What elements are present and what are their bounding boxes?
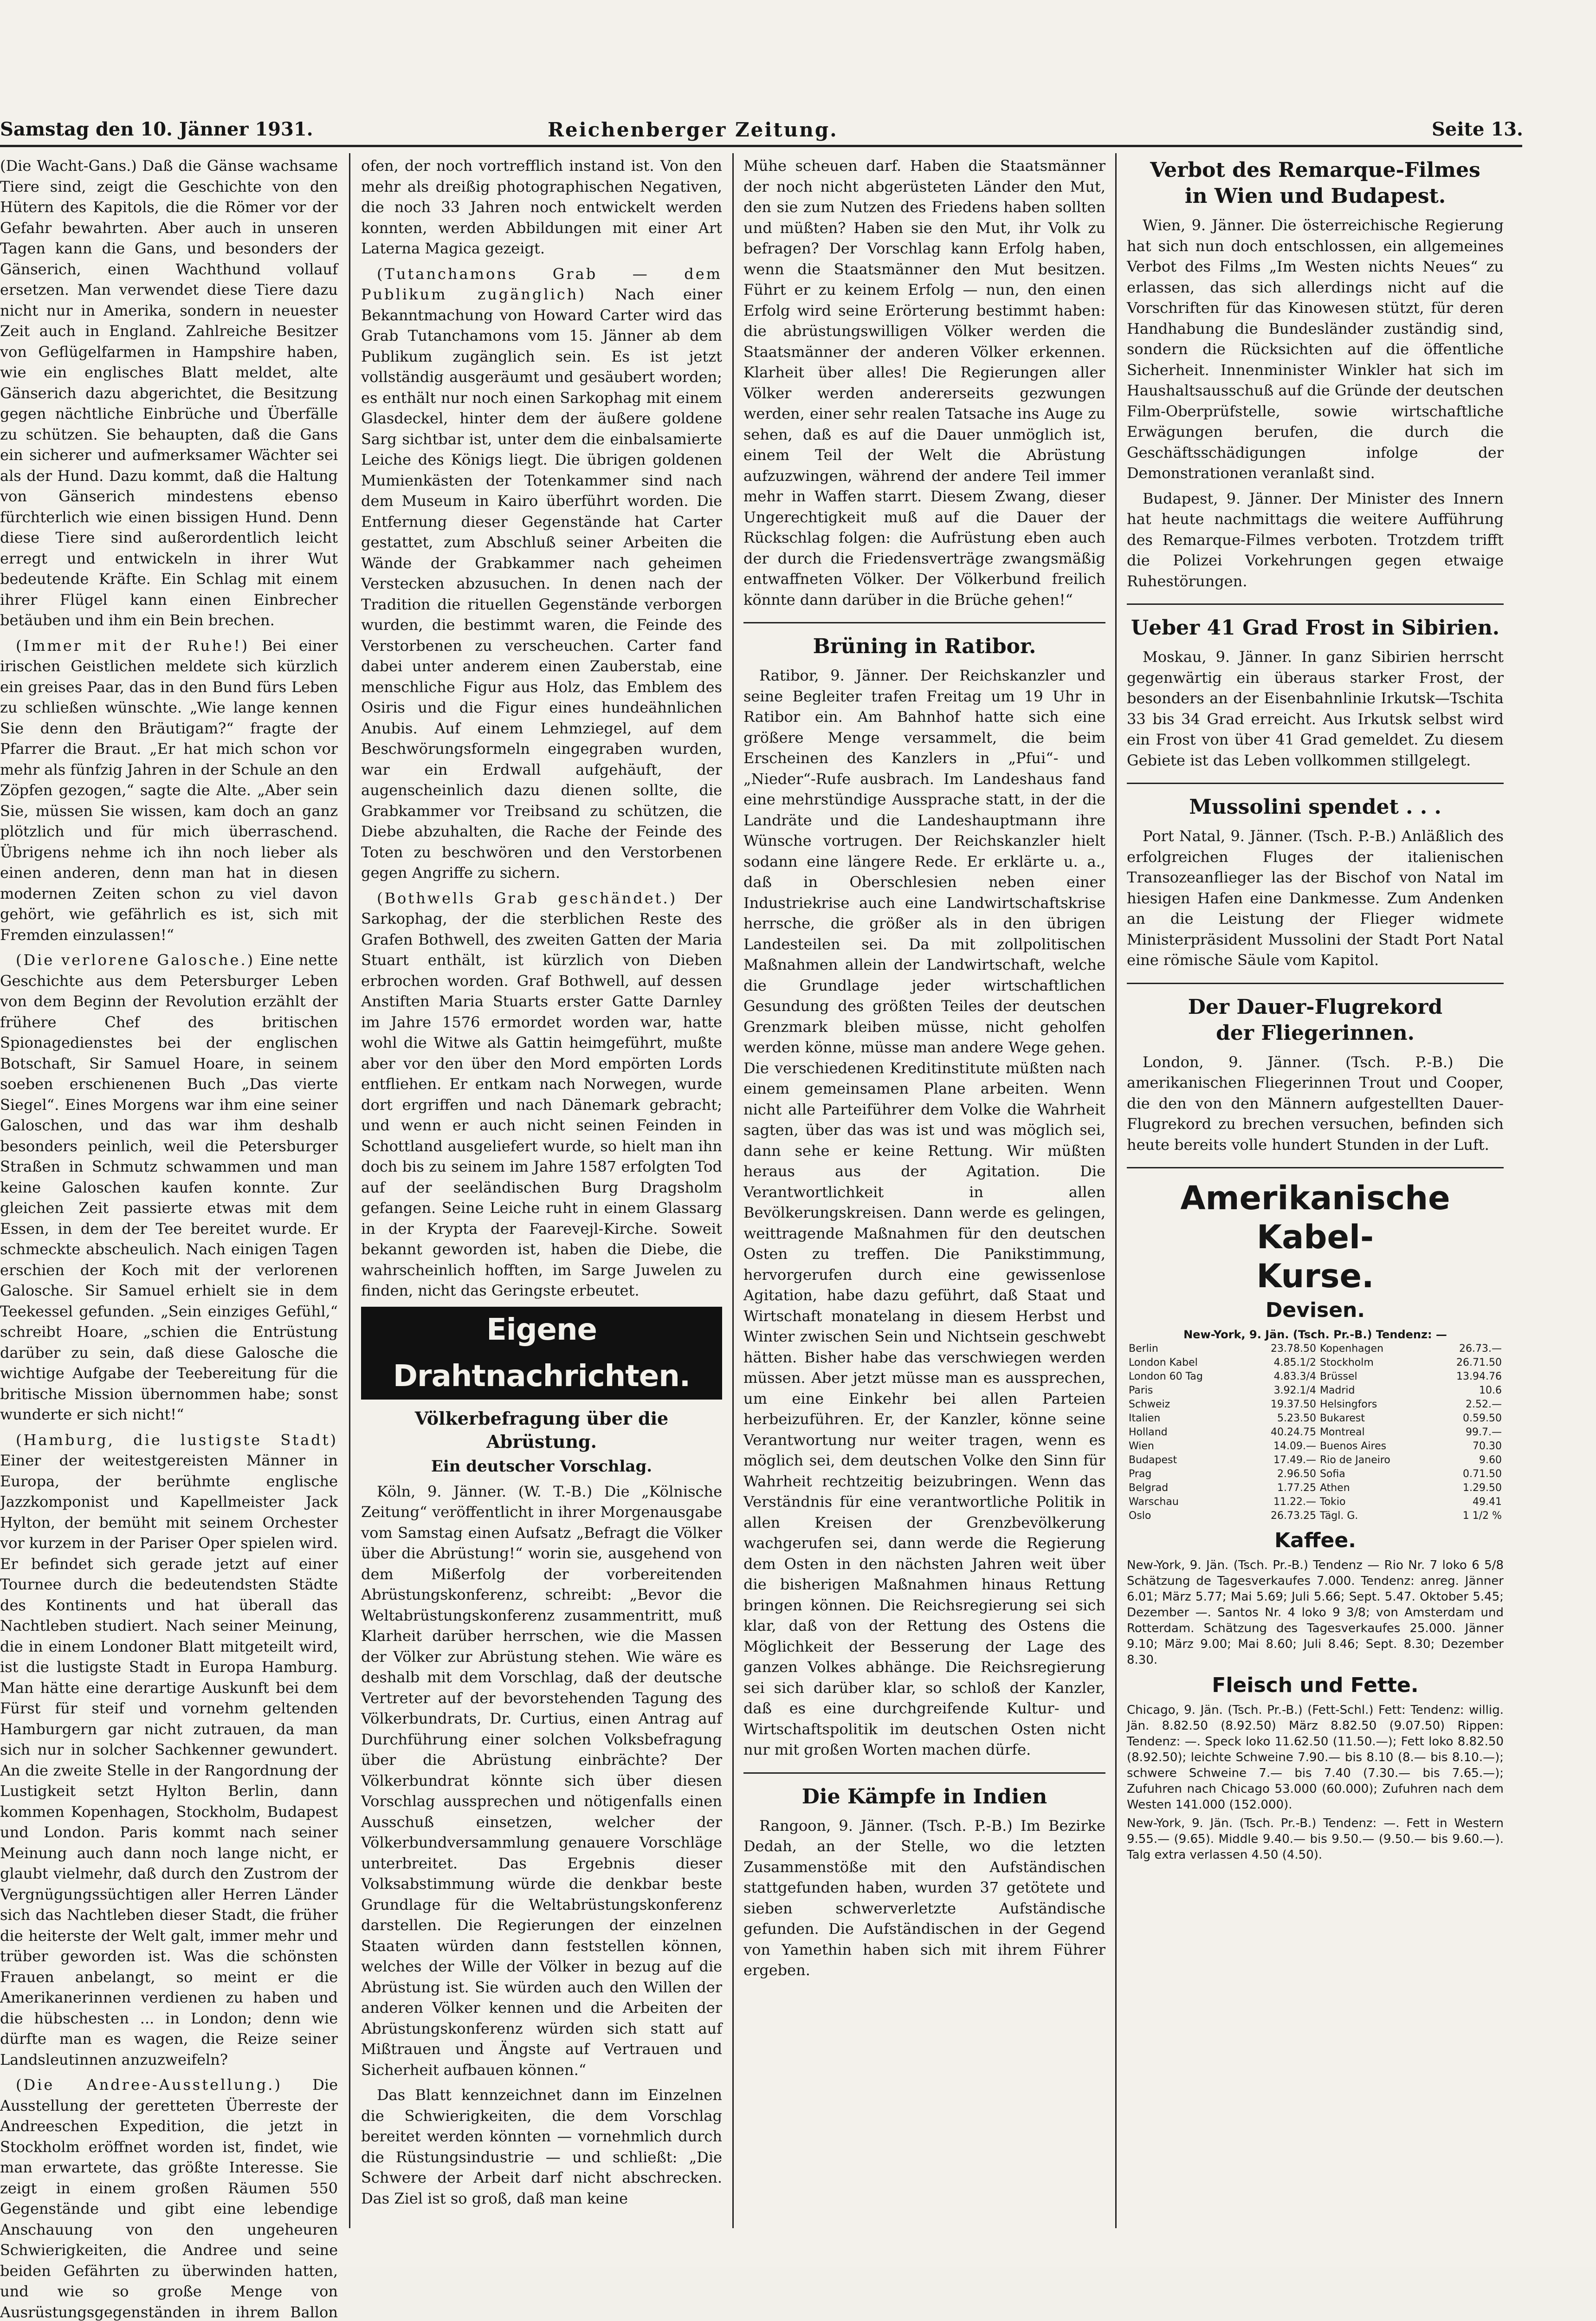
devisen-place: London Kabel [1129, 1357, 1198, 1368]
separator-3 [1127, 603, 1504, 605]
article-flugrekord: London, 9. Jänner. (Tsch. P.-B.) Die amerikanischen Fliegerinnen Trout und Cooper, die den von den Männern aufgestellten Dauer-Flugrekord zu brechen versuchen, befinden sich heute bereits volle hundert Stunden in der Luft. [1127, 1053, 1504, 1154]
heading-devisen: Devisen. [1265, 1298, 1365, 1322]
devisen-rate: 23.78.50 [1270, 1343, 1316, 1355]
devisen-place: Stockholm [1319, 1357, 1374, 1368]
devisen-rate: 2.52.— [1466, 1399, 1502, 1410]
devisen-place: Schweiz [1129, 1399, 1170, 1410]
devisen-place: Budapest [1129, 1454, 1177, 1466]
devisen-place: Montreal [1319, 1426, 1365, 1438]
article-verlorene-galosche: Eine nette Geschichte aus dem Petersburger Leben von dem Beginn der Revolution erzählt der frühere Chef des britischen Spionagedienstes bei der englischen Botschaft, Sir Samuel Hoare, in seinem soeben erschienenen Buch „Das vierte Siegel“. Eines Morgens war ihm eine seiner Galoschen, und das war ihm deshalb besonders peinlich, weil die Petersburger Straßen in Schmutz schwammen und man keine Galoschen kaufen konnte. Zur gleichen Zeit passierte etwas mit dem Essen, in dem der Tee bereitet wurde. Er schmeckte abscheulich. Nach einigen Tagen erschien der Koch mit der verlorenen Galosche. Sir Samuel erhielt sie in dem Teekessel gefunden. „Sein einziges Gefühl,“ schreibt Hoare, „schien die Entrüstung darüber zu sein, daß diese Galosche die wichtige Aufgabe der Teebereitung für die britische Mission übernommen habe; sonst wunderte er sich nicht!“ [0, 951, 338, 1423]
devisen-place: Rio de Janeiro [1319, 1454, 1390, 1466]
devisen-place: Brüssel [1319, 1371, 1357, 1382]
headline-remarque-1: Verbot des Remarque-Filmes [1150, 158, 1480, 182]
header-date: Samstag den 10. Jänner 1931. [0, 118, 313, 140]
devisen-place: Kopenhagen [1319, 1343, 1384, 1355]
devisen-rate: 1.29.50 [1463, 1482, 1502, 1494]
devisen-rate: 1 1/2 % [1462, 1510, 1502, 1522]
header-rule [0, 145, 1522, 147]
column-2 [361, 156, 722, 2235]
column-rule-3 [1115, 153, 1117, 2228]
devisen-rate: 9.60 [1479, 1454, 1502, 1466]
devisen-row [1127, 1370, 1504, 1384]
article-wacht-gans: (Die Wacht-Gans.) Daß die Gänse wachsame Tiere sind, zeigt die Geschichte von den Hütern des Kapitols, die die Römer vor der Gefahr bewahrten. Aber auch in unseren Tagen kann die Gans, und besonders der Gänserich, einen Wachthund vollauf ersetzen. Man verwendet diese Tiere dazu nicht nur in Amerika, sondern in neuester Zeit auch in England. Zahlreiche Besitzer von Geflügelfarmen in Hampshire haben, wie ein englisches Blatt meldet, alte Gänserich dazu abgerichtet, die Besitzung gegen nächtliche Einbrüche und Überfälle zu schützen. Sie behaupten, daß die Gans ein sicherer und aufmerksamer Wächter sei als der Hund. Dazu kommt, daß die Haltung von Gänserich mindestens ebenso fürchterlich wie einen bissigen Hund. Denn diese Tiere sind außerordentlich leicht erregt und entwickeln in ihrer Wut bedeutende Kräfte. Ein Schlag mit einem ihrer Flügel kann einen Einbrecher betäuben und ihm ein Bein brechen. [0, 157, 338, 629]
devisen-place: Warschau [1129, 1496, 1179, 1508]
devisen-place: Belgrad [1129, 1482, 1169, 1494]
heading-kabel-kurse-1: Amerikanische Kabel- [1180, 1179, 1450, 1256]
devisen-place: Helsingfors [1319, 1399, 1377, 1410]
column-3 [743, 156, 1105, 2235]
devisen-row [1127, 1356, 1504, 1370]
article-immer-mit-der-ruhe: Bei einer irischen Geistlichen meldete sich kürzlich ein greises Paar, das in den Bund fürs Leben zu schließen wünschte. „Wie lange kennen Sie denn den Bräutigam?“ fragte der Pfarrer die Braut. „Er hat mich schon vor mehr als fünfzig Jahren in der Schule an den Zöpfen gezogen,“ sagte die Alte. „Aber sein Sie, müssen Sie wissen, kam doch an ganz plötzlich und für mich überraschend. Übrigens nehme ich ihn noch lieber als einen anderen, denn man hat in diesen modernen Zeiten schon zu viel davon gehört, wie gefährlich es ist, sich mit Fremden einzulassen!“ [0, 636, 338, 944]
devisen-rate: 4.83.3/4 [1273, 1371, 1316, 1382]
devisen-place: Holland [1129, 1426, 1168, 1438]
column-rule-1 [349, 153, 350, 2228]
devisen-row [1127, 1412, 1504, 1426]
section-banner-drahtnachrichten: Eigene Drahtnachrichten. [361, 1307, 722, 1400]
headline-kaempfe-indien: Die Kämpfe in Indien [801, 1784, 1047, 1809]
devisen-rate: 13.94.76 [1456, 1371, 1502, 1382]
kaffee-text: New-York, 9. Jän. (Tsch. Pr.-B.) Tendenz — Rio Nr. 7 loko 6 5/8 Schätzung de Tagesverkaufes 7.000. Tendenz: anreg. Jänner 6.01; März 5.77; Mai 5.69; Juli 5.66; Sept. 5.47. Oktober 5.45; Dezember —. Santos Nr. 4 loko 9 3/8; von Amsterdam und Rotterdam. Schätzung des Tagesverkaufes 25.000. Jänner 9.10; März 9.00; Mai 8.60; Juli 8.46; Sept. 8.30; Dezember 8.30. [1127, 1558, 1504, 1667]
devisen-row [1127, 1509, 1504, 1523]
article-hamburg: Einer der weitestgereisten Männer in Europa, der berühmte englische Jazzkomponist und Kapellmeister Jack Hylton, der bemüht mit seinem Orchester vor kurzem in der Pariser Oper spielen wird. Er befindet sich gerade jetzt auf einer Tournee durch die bedeutendsten Städte des Kontinents und hat überall das Nachtleben studiert. Nach seiner Meinung, die in einem Londoner Blatt mitgeteilt wird, ist die lustigste Stadt in Europa Hamburg. Man hätte eine derartige Auskunft bei dem Fürst für steif und vornehm geltenden Hamburgern gar nicht zutrauen, da man sich nur in solcher Sachkenner gewundert. An die zweite Stelle in der Rangordnung der Lustigkeit setzt Hylton Berlin, dann kommen Kopenhagen, Stockholm, Budapest und London. Paris kommt nach seiner Meinung auch dann noch lange nicht, er glaubt vielmehr, daß durch den Zustrom der Vergnügungssüchtigen aller Herren Länder sich das Nachtleben dieser Stadt, die früher die heiterste der Welt galt, immer mehr und trüber geworden ist. Was die schönsten Frauen anbelangt, so meint er die Amerikanerinnen verdienen zu haben und die hübschesten ... in London; denn wie dürfte man es wagen, die Reize seiner Landsleutinnen anzuzweifeln? [0, 1452, 338, 2068]
heading-verlorene-galosche: (Die verlorene Galosche.) [16, 951, 255, 969]
headline-flugrekord-2: der Fliegerinnen. [1216, 1021, 1415, 1045]
article-kaempfe-indien: Rangoon, 9. Jänner. (Tsch. P.-B.) Im Bezirke Dedah, an der Stelle, wo die letzten Zusammenstöße mit den Aufständischen stattgefunden haben, wurden 37 getötete und sieben schwerverletzte Aufständische gefunden. Die Aufständischen in der Gegend von Yamethin haben sich mit ihrem Führer ergeben. [743, 1816, 1105, 1979]
devisen-table [1127, 1342, 1504, 1523]
heading-immer-mit-der-ruhe: (Immer mit der Ruhe!) [16, 636, 250, 655]
devisen-place: Sofia [1319, 1468, 1345, 1480]
article-bruening-ratibor: Ratibor, 9. Jänner. Der Reichskanzler und seine Begleiter trafen Freitag um 19 Uhr in Ratibor ein. Am Bahnhof hatte sich eine größere Menge versammelt, die beim Erscheinen des Kanzlers in „Pfui“- und „Nieder“-Rufe ausbrach. Im Landeshaus fand eine mehrstündige Aussprache statt, in der die Landräte und die Landeshauptmann ihre Wünsche vortrugen. Der Reichskanzler hielt sodann eine längere Rede. Er erklärte u. a., daß in Oberschlesien neben einer Industriekrise auch eine Landwirtschaftskrise herrsche, die größer als in den übrigen Landesteilen sei. Da mit zollpolitischen Maßnahmen allein der Landwirtschaft, welche die Grundlage jeder wirtschaftlichen Gesundung des größten Teiles der deutschen Grenzmark bleiben müsse, nicht geholfen werden könne, müsse man andere Wege gehen. Die verschiedenen Kreditinstitute müßten nach einem gemeinsamen Plane arbeiten. Wenn nicht alle Parteiführer dem Volke die Wahrheit sagten, über das was ist und was möglich sei, dann sehe er keine Rettung. Wir müßten heraus aus der Agitation. Die Verantwortlichkeit in allen Bevölkerungskreisen. Dann werde es gelingen, weittragende Maßnahmen für den deutschen Osten zu treffen. Die Panikstimmung, hervorgerufen durch eine gewissenlose Agitation, habe dazu geführt, daß Staat und Wirtschaft monatelang in diesem Herbst und Winter zwischen Sein und Nichtsein geschwebt hätten. Bisher habe das verschwiegen werden müssen. Aber jetzt müsse man es aussprechen, um eine Einkehr bei allen Parteien herbeizuführen. Er, der Kanzler, könne seine Verantwortung nur weiter tragen, wenn es möglich sei, dem deutschen Volke den Sinn für Wahrheit rechtzeitig beizubringen. Wenn das Verständnis für eine verantwortliche Politik in allen Kreisen der Grenzbevölkerung wachgerufen sei, dann werde die Regierung dem Osten in den nächsten Jahren weit über die bisherigen Maßnahmen hinaus Rettung bringen können. Die Reichsregierung sei sich klar, daß von der Rettung des Ostens die Möglichkeit der Besserung der Lage des ganzen Volkes abhänge. Die Reichsregierung sei sich darüber klar, so schloß der Kanzler, daß es eine durchgreifende Kultur- und Wirtschaftspolitik im deutschen Osten nicht nur mit großen Worten machen dürfe. [743, 667, 1105, 1758]
devisen-rate: 14.09.— [1273, 1440, 1316, 1452]
article-remarque-wien: Wien, 9. Jänner. Die österreichische Regierung hat sich nun doch entschlossen, ein allgemeines Verbot des Films „Im Westen nichts Neues“ zu erlassen, das sich allerdings nicht auf die Vorschriften für das Kinowesen stützt, für deren Handhabung die Bundesländer zuständig sind, sondern die Rücksichten auf die öffentliche Sicherheit. Innenminister Winkler hat sich im Haushaltsausschuß auf die Gründe der deutschen Film-Oberprüfstelle, sowie wirtschaftliche Erwägungen berufen, die durch die Geschäftsschädigungen infolge der Demonstrationen veranlaßt sind. [1127, 216, 1504, 482]
devisen-intro: New-York, 9. Jän. (Tsch. Pr.-B.) Tendenz: — [1183, 1328, 1447, 1341]
column-1 [0, 156, 338, 2321]
headline-voelkerbefragung: Völkerbefragung über die Abrüstung. [414, 1407, 669, 1452]
article-voelkerbefragung-2: Das Blatt kennzeichnet dann im Einzelnen die Schwierigkeiten, die dem Vorschlag bereitet werden könnten — vornehmlich durch die Rüstungsindustrie — und schließt: „Die Schwere der Arbeit darf nicht abschrecken. Das Ziel ist so groß, daß man keine [361, 2086, 722, 2207]
column-4 [1127, 156, 1504, 2235]
article-remarque-budapest: Budapest, 9. Jänner. Der Minister des Innern hat heute nachmittags die weitere Aufführung des Remarque-Filmes verboten. Trotzdem trifft die Polizei Vorkehrungen gegen etwaige Ruhestörungen. [1127, 489, 1504, 590]
devisen-place: Madrid [1319, 1385, 1355, 1396]
devisen-place: Athen [1319, 1482, 1350, 1494]
devisen-place: Oslo [1129, 1510, 1151, 1522]
devisen-place: Berlin [1129, 1343, 1158, 1355]
devisen-rate: 11.22.— [1273, 1496, 1316, 1508]
devisen-place: Tokio [1319, 1496, 1346, 1508]
headline-remarque-2: in Wien und Budapest. [1184, 184, 1446, 208]
heading-bothwell: (Bothwells Grab geschändet.) [377, 889, 678, 907]
devisen-row [1127, 1481, 1504, 1495]
devisen-row [1127, 1467, 1504, 1481]
devisen-rate: 5.23.50 [1277, 1413, 1316, 1424]
fleisch-text-newyork: New-York, 9. Jän. (Tsch. Pr.-B.) Tendenz: —. Fett in Western 9.55.— (9.65). Middle 9.40.— bis 9.50.— (9.50.— bis 9.60.—). Talg extra verlassen 4.50 (4.50). [1127, 1816, 1504, 1862]
headline-mussolini: Mussolini spendet . . . [1189, 795, 1441, 819]
devisen-place: London 60 Tag [1129, 1371, 1203, 1382]
devisen-row [1127, 1426, 1504, 1439]
article-bothwell: Der Sarkophag, der die sterblichen Reste des Grafen Bothwell, des zweiten Gatten der Maria Stuart enthält, ist kürzlich von Dieben erbrochen worden. Graf Bothwell, auf dessen Anstiften Maria Stuarts erster Gatte Darnley im Jahre 1576 ermordet worden war, hatte wohl die Witwe als Gattin heimgeführt, mußte aber vor den über den Mord empörten Lords entfliehen. Er entkam nach Norwegen, wurde dort ergriffen und nach Dänemark gebracht; und wenn er auch nicht seinen Feinden in Schottland ausgeliefert wurde, so hielt man ihn doch bis zu seinem im Jahre 1587 erfolgten Tod auf der seeländischen Burg Dragsholm gefangen. Seine Leiche ruht in einem Glassarg in der Krypta der Faarevejl-Kirche. Soweit bekannt geworden ist, haben die Diebe, die wahrscheinlich hofften, im Sarge Juwelen zu finden, nicht das Geringste erbeutet. [361, 889, 723, 1299]
heading-fleisch-fette: Fleisch und Fette. [1212, 1673, 1419, 1697]
devisen-place: Paris [1129, 1385, 1153, 1396]
article-primusofen-cont: ofen, der noch vortrefflich instand ist. Von den mehr als dreißig photographischen Negativen, die noch 33 Jahren noch entwickelt werden konnten, werden Abbildungen mit einer Art Laterna Magica gezeigt. [361, 157, 722, 257]
devisen-rate: 49.41 [1473, 1496, 1502, 1508]
heading-hamburg: (Hamburg, die lustigste Stadt) [16, 1431, 338, 1449]
headline-frost-sibirien: Ueber 41 Grad Frost in Sibirien. [1131, 616, 1500, 640]
devisen-place: Prag [1129, 1468, 1152, 1480]
article-tutanchamon: Nach einer Bekanntmachung von Howard Carter wird das Grab Tutanchamons vom 15. Jänner ab dem Publikum zugänglich sein. Es ist jetzt vollständig ausgeräumt und gesäubert worden; es enthält nur noch einen Sarkophag mit einem Glasdeckel, hinter dem der äußere goldene Sarg sichtbar ist, unter dem die einbalsamierte Leiche des Königs liegt. Die übrigen goldenen Mumienkästen der Totenkammer sind nach dem Museum in Kairo überführt worden. Die Entfernung dieser Gegenstände hat Carter gestattet, zum Abschluß seiner Arbeiten die Wände der Grabkammer nach geheimen Verstecken abzusuchen. In denen nach der Tradition die rituellen Gegenstände verborgen wurden, die bestimmt waren, die Feinde des Verstorbenen zu verscheuchen. Carter fand dabei unter anderem einen Zauberstab, eine menschliche Figur aus Holz, das Emblem des Osiris und die Figur eines hundeähnlichen Anubis. Auf einem Lehmziegel, auf dem Beschwörungsformeln eingegraben wurden, war ein Erdwall aufgehäuft, der augenscheinlich dazu dienen sollte, die Grabkammer vor Treibsand zu schützen, die Diebe abzuhalten, die Rache der Feinde des Toten zu beschwören und den Verstorbenen gegen Angriffe zu sichern. [361, 285, 723, 882]
devisen-rate: 3.92.1/4 [1273, 1385, 1316, 1396]
devisen-place: Bukarest [1319, 1413, 1365, 1424]
separator-1 [743, 622, 1105, 623]
header-title: Reichenberger Zeitung. [548, 118, 838, 141]
separator-5 [1127, 983, 1504, 984]
fleisch-block [1127, 1702, 1504, 1863]
devisen-rate: 0.59.50 [1463, 1413, 1502, 1424]
devisen-place: Wien [1129, 1440, 1154, 1452]
column-rule-2 [732, 153, 734, 2228]
headline-flugrekord-1: Der Dauer-Flugrekord [1188, 995, 1443, 1019]
devisen-rate: 1.77.25 [1277, 1482, 1316, 1494]
devisen-rate: 4.85.1/2 [1273, 1357, 1316, 1368]
separator-6 [1127, 1167, 1504, 1168]
devisen-rate: 2.96.50 [1277, 1468, 1316, 1480]
heading-andree-ausstellung: (Die Andree-Ausstellung.) [16, 2076, 282, 2094]
devisen-rate: 26.73.25 [1270, 1510, 1316, 1522]
article-frost-sibirien: Moskau, 9. Jänner. In ganz Sibirien herrscht gegenwärtig ein überaus starker Frost, der besonders an der Eisenbahnlinie Irkutsk—Tschita 33 bis 34 Grad erreicht. Aus Irkutsk selbst wird ein Frost von über 41 Grad gemeldet. Zu diesem Gebiete ist das Leben vollkommen stillgelegt. [1127, 648, 1504, 769]
separator-2 [743, 1772, 1105, 1774]
devisen-row [1127, 1384, 1504, 1398]
separator-4 [1127, 783, 1504, 784]
devisen-row [1127, 1439, 1504, 1453]
devisen-row [1127, 1495, 1504, 1509]
devisen-row [1127, 1453, 1504, 1467]
article-andree-ausstellung: Die Ausstellung der geretteten Überreste der Andreeschen Expedition, die jetzt in Stockholm eröffnet worden ist, findet, wie man erwartete, das größte Interesse. Sie zeigt in einem großen Räumen 550 Gegenstände und gibt eine lebendige Anschauung von den ungeheuren Schwierigkeiten, die Andree und seine beiden Gefährten zu überwinden hatten, und wie so große Menge von Ausrüstungsgegenständen in ihrem Ballon [0, 2076, 338, 2321]
article-voelkerbefragung: Köln, 9. Jänner. (W. T.-B.) Die „Kölnische Zeitung“ veröffentlicht in ihrer Morgenausgabe vom Samstag einen Aufsatz „Befragt die Völker über die Abrüstung!“ worin sie, ausgehend von dem Mißerfolg der vorbereitenden Abrüstungskonferenz, schreibt: „Bevor die Weltabrüstungskonferenz zusammentritt, muß Klarheit darüber herrschen, wie die Massen der Völker zur Abrüstung stehen. Wie wäre es deshalb mit dem Vorschlag, daß der deutsche Vertreter auf der bevorstehenden Tagung des Völkerbundrats, Dr. Curtius, einen Antrag auf Durchführung einer solchen Volksbefragung über die Abrüstung einbrächte? Der Völkerbundrat könnte sich über diesen Vorschlag aussprechen und nötigenfalls einen Ausschuß einsetzen, welcher der Völkerbundversammlung genauere Vorschläge unterbreitet. Das Ergebnis dieser Volksabstimmung würde die denkbar beste Grundlage für die Weltabrüstungskonferenz darstellen. Die Regierungen der einzelnen Staaten würden dann feststellen können, welches der Wille der Völker in bezug auf die Abrüstung ist. Sie würden auch den Willen der anderen Völker kennen und die Arbeiten der Abrüstungskonferenz würden sich statt auf Mißtrauen und Ängste auf Vertrauen und Sicherheit aufbauen können.“ [361, 1482, 722, 2079]
headline-bruening-ratibor: Brüning in Ratibor. [813, 635, 1036, 658]
devisen-rate: 17.49.— [1273, 1454, 1316, 1466]
article-mussolini: Port Natal, 9. Jänner. (Tsch. P.-B.) Anläßlich des erfolgreichen Fluges der italienischen Transozeanflieger las der Bischof von Natal im hiesigen Hafen eine Dankmesse. Zum Andenken an die Leistung der Flieger widmete Ministerpräsident Mussolini der Stadt Port Natal eine römische Säule vom Kapitol. [1127, 827, 1504, 969]
devisen-rate: 99.7.— [1466, 1426, 1502, 1438]
heading-tutanchamon: (Tutanchamons Grab — dem Publikum zugänglich) [361, 265, 722, 303]
fleisch-text-chicago: Chicago, 9. Jän. (Tsch. Pr.-B.) (Fett-Schl.) Fett: Tendenz: willig. Jän. 8.82.50 (8.92.50) März 8.82.50 (9.07.50) Rippen: Tendenz: —. Speck loko 11.62.50 (11.50.—); Fett loko 8.82.50 (8.92.50); leichte Schweine 7.90.— bis 8.10 (8.— bis 8.10.—); schwere Schweine 7.— bis 7.40 (7.30.— bis 7.65.—); Zufuhren nach Chicago 53.000 (60.000); Zufuhren nach dem Westen 141.000 (152.000). [1127, 1703, 1504, 1812]
devisen-place: Italien [1129, 1413, 1161, 1424]
devisen-row [1127, 1342, 1504, 1356]
heading-kaffee: Kaffee. [1274, 1529, 1356, 1552]
devisen-rate: 10.6 [1479, 1385, 1502, 1396]
article-abruestung-cont: Mühe scheuen darf. Haben die Staatsmänner der noch nicht abgerüsteten Länder den Mut, den sie zum Nutzen des Friedens haben sollten und müßten? Haben sie den Mut, ihr Volk zu befragen? Der Vorschlag kann Erfolg haben, wenn die Staatsmänner den Mut besitzen. Führt er zu keinem Erfolg — nun, den einen Erfolg wird seine Erörterung bestimmt haben: die abrüstungswilligen Völker werden die Staatsmänner der anderen Völker erkennen. Klarheit über alles! Die Regierungen aller Völker werden andererseits gezwungen werden, einer sehr realen Tatsache ins Auge zu sehen, daß es auf die Dauer unmöglich ist, einem Teil der Welt die Abrüstung aufzuzwingen, während der andere Teil immer mehr in Waffen starrt. Diesem Zwang, dieser Ungerechtigkeit muß auf die Dauer der Rückschlag folgen: die Aufrüstung eben auch der durch die Friedensverträge zwangsmäßig entwaffneten Völker. Der Völkerbund freilich könnte dann darüber in die Brüche gehen!“ [743, 157, 1105, 609]
devisen-place: Buenos Aires [1319, 1440, 1387, 1452]
devisen-rate: 40.24.75 [1270, 1426, 1316, 1438]
devisen-rate: 70.30 [1473, 1440, 1502, 1452]
kaffee-block [1127, 1557, 1504, 1668]
devisen-rate: 26.73.— [1459, 1343, 1502, 1355]
subheadline-vorschlag: Ein deutscher Vorschlag. [431, 1457, 653, 1476]
devisen-rate: 0.71.50 [1463, 1468, 1502, 1480]
header-page-number: Seite 13. [1432, 118, 1523, 140]
devisen-place: Tägl. G. [1319, 1510, 1358, 1522]
devisen-rate: 26.71.50 [1456, 1357, 1502, 1368]
devisen-rate: 19.37.50 [1270, 1399, 1316, 1410]
devisen-row [1127, 1398, 1504, 1412]
heading-kabel-kurse-2: Kurse. [1256, 1257, 1374, 1295]
